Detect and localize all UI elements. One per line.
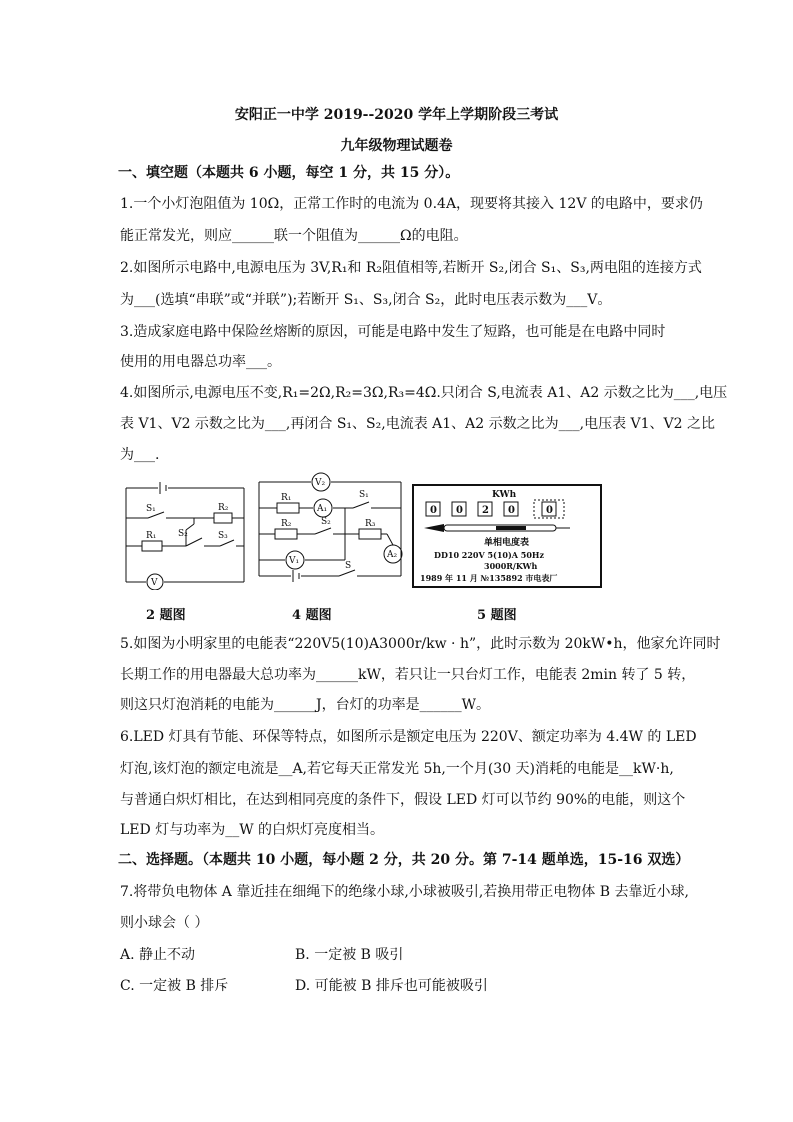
question-line: 2.如图所示电路中,电源电压为 3V,R₁和 R₂阻值相等,若断开 S₂,闭合 S₁、S₃,两电阻的连接方式 (120, 260, 702, 276)
question-line: 3.造成家庭电路中保险丝熔断的原因，可能是电路中发生了短路，也可能是在电路中同时 (120, 324, 666, 340)
question-line: 长期工作的用电器最大总功率为______kW，若只让一只台灯工作，电能表 2min 转了 5 转， (120, 667, 696, 683)
section2-heading: 二、选择题。（本题共 10 小题，每小题 2 分，共 20 分。第 7-14 题单选，15-16 双选） (118, 852, 690, 868)
question-line: 1.一个小灯泡阻值为 10Ω，正常工作时的电流为 0.4A，现要将其接入 12V 的电路中，要求仍 (120, 196, 703, 212)
figure-2-circuit (118, 478, 250, 590)
fig2-label: V (151, 578, 158, 588)
fig4-label: S₂ (321, 517, 331, 527)
question-line: 表 V1、V2 示数之比为___,再闭合 S₁、S₂,电流表 A1、A2 示数之比为___,电压表 V1、V2 之比 (120, 416, 716, 432)
question-line: 则这只灯泡消耗的电能为______J，台灯的功率是______W。 (120, 697, 491, 713)
meter-footer: 1989 年 11 月 №135892 市电表厂 (420, 573, 558, 583)
question-line: 4.如图所示,电源电压不变,R₁=2Ω,R₂=3Ω,R₃=4Ω.只闭合 S,电流表 A1、A2 示数之比为___,电压 (120, 385, 728, 401)
fig2-label: R₁ (146, 531, 157, 541)
question-line: 为___(选填“串联”或“并联”);若断开 S₁、S₃,闭合 S₂，此时电压表示数为___V。 (120, 292, 612, 308)
meter-digit: 2 (482, 505, 489, 516)
figure-4-circuit (255, 468, 407, 586)
fig2-label: R₂ (218, 503, 229, 513)
question-line: 与普通白炽灯相比，在达到相同亮度的条件下，假设 LED 灯可以节约 90%的电能，则这个 (120, 792, 686, 808)
figure-2-caption: 2 题图 (146, 608, 186, 623)
option-c: C. 一定被 B 排斥 (120, 978, 229, 994)
fig2-label: S₁ (146, 504, 156, 514)
figure-4-caption: 4 题图 (292, 608, 332, 623)
question-line: 5.如图为小明家里的电能表“220V5(10)A3000r/kw · h”，此时示数为 20kW•h，他家允许同时 (120, 636, 721, 652)
question-line: 使用的用电器总功率___。 (120, 354, 281, 370)
question-line: LED 灯与功率为__W 的白炽灯亮度相当。 (120, 822, 385, 838)
question-line: 7.将带负电物体 A 靠近挂在细绳下的绝缘小球,小球被吸引,若换用带正电物体 B 去靠近小球, (120, 884, 689, 900)
question-line: 则小球会（ ） (120, 915, 209, 931)
meter-name: 单相电度表 (484, 538, 530, 548)
figure-5-meter (412, 484, 602, 588)
meter-digit: 0 (546, 505, 553, 516)
option-b: B. 一定被 B 吸引 (295, 947, 404, 963)
fig4-label: V₂ (315, 478, 326, 488)
fig2-label: S₂ (178, 529, 188, 539)
fig4-label: A₂ (387, 550, 398, 560)
fig4-label: S₁ (359, 490, 369, 500)
question-line: 能正常发光，则应______联一个阻值为______Ω的电阻。 (120, 228, 468, 244)
fig2-label: S₃ (218, 531, 228, 541)
fig4-label: A₁ (317, 504, 328, 514)
question-line: 为___. (120, 447, 160, 463)
meter-digit: 0 (430, 505, 437, 516)
exam-title: 安阳正一中学 2019--2020 学年上学期阶段三考试 (234, 107, 559, 123)
exam-subtitle: 九年级物理试题卷 (340, 138, 453, 154)
section1-heading: 一、填空题（本题共 6 小题，每空 1 分，共 15 分）。 (118, 165, 460, 181)
fig4-label: S (345, 561, 352, 571)
option-d: D. 可能被 B 排斥也可能被吸引 (295, 978, 488, 994)
meter-spec1: DD10 220V 5(10)A 50Hz (434, 550, 544, 560)
meter-digit: 0 (508, 505, 515, 516)
fig4-label: R₃ (365, 519, 376, 529)
option-a: A. 静止不动 (120, 947, 196, 963)
meter-spec2: 3000R/KWh (484, 561, 538, 571)
meter-unit: KWh (492, 490, 517, 500)
figure-5-caption: 5 题图 (477, 608, 517, 623)
meter-digit: 0 (456, 505, 463, 516)
question-line: 灯泡,该灯泡的额定电流是__A,若它每天正常发光 5h,一个月(30 天)消耗的电能是__kW·h, (120, 761, 674, 777)
fig4-label: R₁ (281, 493, 292, 503)
fig4-label: R₂ (281, 519, 292, 529)
question-line: 6.LED 灯具有节能、环保等特点，如图所示是额定电压为 220V、额定功率为 4.4W 的 LED (120, 729, 697, 745)
fig4-label: V₁ (289, 556, 300, 566)
